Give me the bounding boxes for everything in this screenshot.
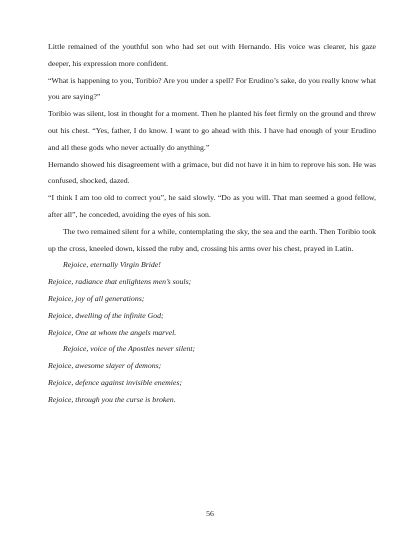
verse-line: Rejoice, joy of all generations; xyxy=(48,293,145,303)
verse-line: Rejoice, awesome slayer of demons; xyxy=(48,361,162,371)
verse-line: Rejoice, voice of the Apostles never silent; xyxy=(63,344,196,354)
page-body xyxy=(48,39,376,409)
paragraph: “I think I am too old to correct you”, he said slowly. “Do as you will. That man seemed a good fellow, after all”, he conceded, avoiding the eyes of his son. xyxy=(48,193,376,219)
verse-line: Rejoice, defence against invisible enemies; xyxy=(48,377,183,387)
verse-line: Rejoice, eternally Virgin Bride! xyxy=(63,260,161,270)
page-number: 56 xyxy=(206,509,214,518)
paragraph: Hernando showed his disagreement with a grimace, but did not have it in him to reprove his son. He was confused, shocked, dazed. xyxy=(48,159,376,186)
verse-line: Rejoice, radiance that enlightens men’s souls; xyxy=(48,277,192,287)
verse-line: Rejoice, through you the curse is broken. xyxy=(48,394,176,404)
paragraph: Toribio was silent, lost in thought for a moment. Then he planted his feet firmly on the ground and threw out his chest. “Yes, father, I do know. I want to go ahead with this. I have had enough of your Erudino and all these gods who never actually do anything.” xyxy=(48,109,376,152)
verse-line: Rejoice, dwelling of the infinite God; xyxy=(48,310,164,320)
paragraph: The two remained silent for a while, contemplating the sky, the sea and the earth. Then Toribio took up the cross, kneeled down, kissed the ruby and, crossing his arms over his chest, prayed in Latin. xyxy=(48,226,376,253)
verse-line: Rejoice, One at whom the angels marvel. xyxy=(48,327,177,337)
paragraph: “What is happening to you, Toribio? Are you under a spell? For Erudino’s sake, do you really know what you are saying?” xyxy=(48,75,377,102)
paragraph: Little remained of the youthful son who had set out with Hernando. His voice was clearer, his gaze deeper, his expression more confident. xyxy=(48,42,376,68)
